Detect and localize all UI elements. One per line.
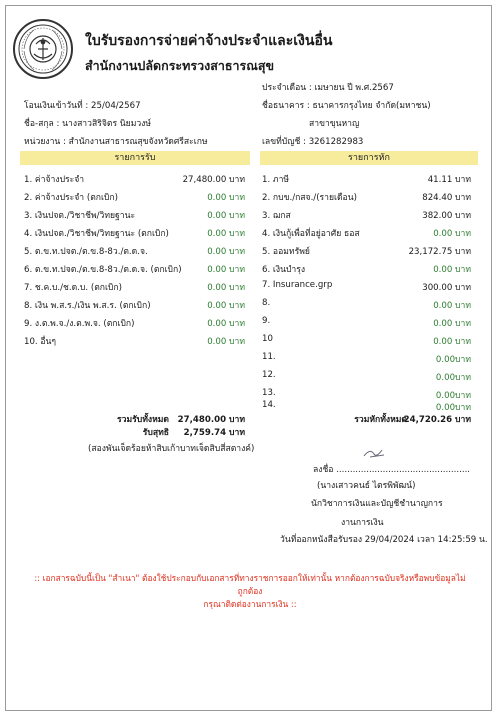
- deduction-item-amount: 0.00บาท: [435, 355, 471, 365]
- signer-name: (นางเสาวคนธ์ ไตรพิพัฒน์): [317, 481, 416, 491]
- bank-name: ชื่อธนาคาร : ธนาคารกรุงไทย จำกัด(มหาชน): [262, 101, 431, 111]
- employee-name: ชื่อ-สกุล : นางสาวสิริจิตร นิยมวงษ์: [24, 119, 152, 129]
- deduction-item-label: 3. ฌกส: [262, 211, 291, 221]
- deduction-item-label: 11.: [262, 352, 276, 362]
- income-item-label: 10. อื่นๆ: [24, 337, 57, 347]
- deduction-item-amount: 23,172.75 บาท: [408, 247, 471, 257]
- deduction-item-amount: 0.00 บาท: [433, 319, 471, 329]
- income-item-amount: 0.00 บาท: [207, 229, 245, 239]
- deduction-item-label: 1. ภาษี: [262, 175, 290, 185]
- income-item-label: 4. เงินปจต./วิชาชีพ/วิทยฐานะ (ตกเบิก): [24, 229, 169, 239]
- deduction-item-label: 7. Insurance.grp: [262, 280, 333, 290]
- income-item-label: 9. ง.ต.พ.จ./ง.ต.พ.จ. (ตกเบิก): [24, 319, 135, 329]
- income-item-label: 8. เงิน พ.ส.ร./เงิน พ.ส.ร. (ตกเบิก): [24, 301, 151, 311]
- income-item-label: 7. ช.ค.บ./ช.ด.บ. (ตกเบิก): [24, 283, 122, 293]
- deduction-item-amount: 382.00 บาท: [422, 211, 471, 221]
- deduction-item-amount: 0.00 บาท: [433, 337, 471, 347]
- signature-mark-icon: [362, 446, 388, 460]
- signature-line: ลงชื่อ .................................................: [313, 465, 471, 475]
- deduction-item-amount: 0.00บาท: [435, 391, 471, 401]
- deduction-item-amount: 0.00บาท: [435, 403, 471, 413]
- deduction-item-amount: 824.40 บาท: [422, 193, 471, 203]
- income-total-label: รวมรับทั้งหมด: [117, 415, 169, 425]
- deduction-item-label: 2. กบข./กสจ./(รายเดือน): [262, 193, 357, 203]
- deduction-total-label: รวมหักทั้งหมด: [354, 415, 407, 425]
- deduction-item-amount: 0.00บาท: [435, 373, 471, 383]
- deduction-item-label: 13.: [262, 388, 276, 398]
- deduction-item-label: 10: [262, 334, 273, 344]
- deduction-item-amount: 41.11 บาท: [427, 175, 471, 185]
- deduction-item-amount: 0.00 บาท: [433, 265, 471, 275]
- copy-notice-line-1: :: เอกสารฉบับนี้เป็น "สำเนา" ต้องใช้ประกอบกับเอกสารที่ทางราชการออกให้เท่านั้น หากต้องการฉบับจริงหรือพบข้อมูลไม่ถูกต้อง: [34, 573, 466, 596]
- deduction-item-label: 4. เงินกู้เพื่อที่อยู่อาศัย ธอส: [262, 229, 360, 239]
- income-total-amount: 27,480.00 บาท: [177, 415, 245, 425]
- issue-datetime: วันที่ออกหนังสือรับรอง 29/04/2024 เวลา 14:25:59 น.: [280, 535, 488, 545]
- bank-branch: สาขาขุนหาญ: [309, 119, 360, 129]
- ministry-seal-icon: [12, 18, 74, 80]
- deduction-item-label: 6. เงินบำรุง: [262, 265, 306, 275]
- signer-department: งานการเงิน: [341, 518, 384, 528]
- deduction-item-label: 8.: [262, 298, 271, 308]
- deduction-total-amount: 24,720.26 บาท: [403, 415, 471, 425]
- income-item-amount: 0.00 บาท: [207, 319, 245, 329]
- income-item-amount: 27,480.00 บาท: [182, 175, 245, 185]
- net-pay-amount: 2,759.74 บาท: [183, 428, 245, 438]
- deductions-header: รายการหัก: [260, 151, 478, 165]
- deduction-item-amount: 0.00 บาท: [433, 301, 471, 311]
- work-unit: หน่วยงาน : สำนักงานสาธารณสุขจังหวัดศรีสะเกษ: [24, 137, 208, 147]
- income-item-amount: 0.00 บาท: [207, 301, 245, 311]
- income-item-label: 6. ต.ข.ท.ปจต./ต.ข.8-8ว./ต.ด.จ. (ตกเบิก): [24, 265, 182, 275]
- office-name: สำนักงานปลัดกระทรวงสาธารณสุข: [85, 58, 274, 73]
- income-item-label: 2. ค่าจ้างประจำ (ตกเบิก): [24, 193, 118, 203]
- income-item-amount: 0.00 บาท: [207, 211, 245, 221]
- document-title: ใบรับรองการจ่ายค่าจ้างประจำและเงินอื่น: [85, 33, 333, 49]
- pay-month: ประจำเดือน : เมษายน ปี พ.ศ.2567: [262, 83, 394, 93]
- income-item-amount: 0.00 บาท: [207, 337, 245, 347]
- income-item-label: 3. เงินปจต./วิชาชีพ/วิทยฐานะ: [24, 211, 136, 221]
- income-item-label: 5. ต.ข.ท.ปจต./ต.ข.8-8ว./ต.ด.จ.: [24, 247, 148, 257]
- signer-position: นักวิชาการเงินและบัญชีชำนาญการ: [311, 499, 443, 509]
- income-item-amount: 0.00 บาท: [207, 283, 245, 293]
- account-number: เลขที่บัญชี : 3261282983: [262, 137, 364, 147]
- transfer-date: โอนเงินเข้าวันที่ : 25/04/2567: [24, 101, 141, 111]
- income-item-label: 1. ค่าจ้างประจำ: [24, 175, 85, 185]
- deduction-item-label: 12.: [262, 370, 276, 380]
- deduction-item-amount: 300.00 บาท: [422, 283, 471, 293]
- income-item-amount: 0.00 บาท: [207, 247, 245, 257]
- income-item-amount: 0.00 บาท: [207, 265, 245, 275]
- deduction-item-label: 9.: [262, 316, 271, 326]
- copy-notice: [30, 572, 470, 611]
- deduction-item-label: 5. ออมทรัพย์: [262, 247, 310, 257]
- net-pay-in-words: (สองพันเจ็ดร้อยห้าสิบเก้าบาทเจ็ดสิบสี่สตางค์): [88, 444, 255, 454]
- deduction-item-amount: 0.00 บาท: [433, 229, 471, 239]
- deduction-item-label: 14.: [262, 400, 276, 410]
- copy-notice-line-2: กรุณาติดต่องานการเงิน ::: [203, 599, 297, 609]
- income-header: รายการรับ: [20, 151, 250, 165]
- net-pay-label: รับสุทธิ: [142, 428, 169, 438]
- income-item-amount: 0.00 บาท: [207, 193, 245, 203]
